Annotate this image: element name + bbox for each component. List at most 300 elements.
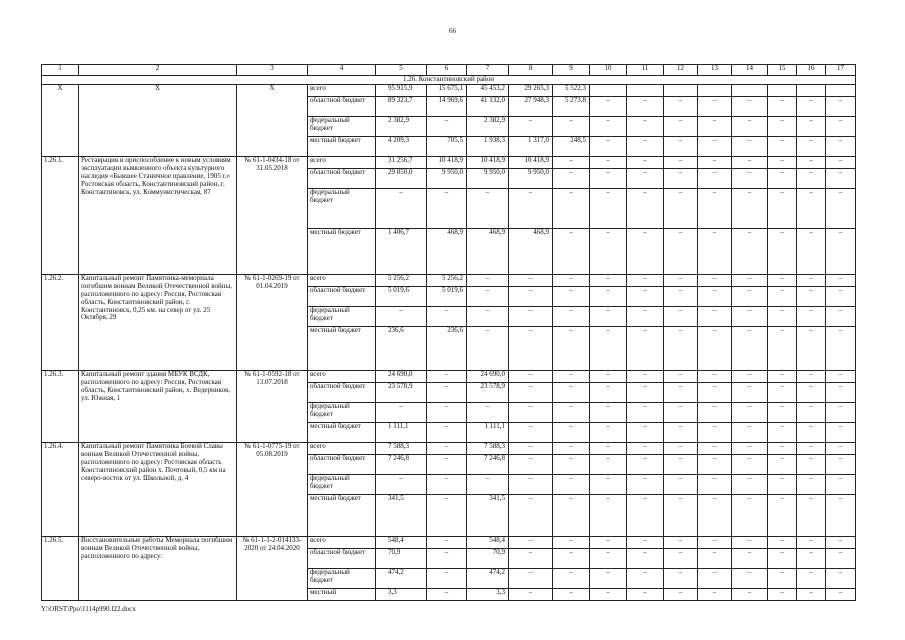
value-cell: –	[768, 370, 797, 382]
value-cell: 45 453,2	[467, 84, 509, 96]
value-cell: –	[698, 536, 732, 548]
district-title: 1.26. Константиновский район	[42, 76, 856, 85]
value-cell: –	[427, 474, 467, 494]
district-header-row	[42, 76, 856, 85]
value-cell: 5 019,6	[376, 286, 427, 306]
value-cell: –	[627, 326, 664, 370]
value-cell: 95 915,9	[376, 84, 427, 96]
value-cell: –	[590, 568, 627, 588]
value-cell: –	[664, 168, 698, 188]
value-cell: –	[627, 274, 664, 286]
value-cell: –	[553, 536, 590, 548]
value-cell: –	[698, 568, 732, 588]
column-number-cell: 16	[797, 65, 826, 76]
value-cell: –	[590, 326, 627, 370]
value-cell: –	[826, 536, 856, 548]
value-cell: 548,4	[467, 536, 509, 548]
value-cell: –	[553, 274, 590, 286]
value-cell: –	[427, 370, 467, 382]
value-cell: –	[768, 286, 797, 306]
value-cell: –	[826, 454, 856, 474]
value-cell: 27 948,3	[509, 96, 553, 116]
value-cell: –	[553, 548, 590, 568]
value-cell: –	[664, 536, 698, 548]
value-cell: –	[732, 274, 768, 286]
value-cell: –	[427, 568, 467, 588]
value-cell: 1 938,3	[467, 136, 509, 156]
value-cell: –	[509, 494, 553, 536]
value-cell: –	[509, 588, 553, 600]
value-cell: –	[509, 382, 553, 402]
value-cell: –	[590, 382, 627, 402]
column-number-cell: 14	[732, 65, 768, 76]
value-cell: –	[698, 454, 732, 474]
value-cell: –	[590, 474, 627, 494]
value-cell: –	[732, 156, 768, 168]
value-cell: –	[826, 422, 856, 442]
value-cell: –	[590, 442, 627, 454]
value-cell: –	[732, 442, 768, 454]
value-cell: –	[732, 326, 768, 370]
column-number-cell: 4	[308, 65, 376, 76]
value-cell: 10 418,9	[509, 156, 553, 168]
value-cell: –	[590, 116, 627, 136]
budget-label: всего	[308, 156, 376, 168]
budget-label: всего	[308, 536, 376, 548]
value-cell: –	[427, 402, 467, 422]
value-cell: 9 950,0	[467, 168, 509, 188]
object-name: Восстановительные работы Мемориала погибшим воинам Великой Отечественной войны, расположенного по адресу:	[79, 536, 237, 600]
value-cell: –	[698, 494, 732, 536]
budget-label: областной бюджет	[308, 96, 376, 116]
value-cell: –	[627, 156, 664, 168]
column-number-cell: 15	[768, 65, 797, 76]
value-cell: –	[427, 306, 467, 326]
value-cell: –	[768, 402, 797, 422]
value-cell: –	[698, 422, 732, 442]
item-code: 1.26.3.	[42, 370, 79, 442]
value-cell: –	[698, 474, 732, 494]
value-cell: 89 323,7	[376, 96, 427, 116]
value-cell: –	[553, 286, 590, 306]
value-cell: –	[797, 286, 826, 306]
value-cell: –	[698, 588, 732, 600]
value-cell: –	[553, 454, 590, 474]
value-cell: –	[698, 96, 732, 116]
budget-label: местный	[308, 588, 376, 600]
value-cell: 5 256,2	[376, 274, 427, 286]
budget-label: областной бюджет	[308, 168, 376, 188]
value-cell: –	[590, 454, 627, 474]
budget-label: федеральный бюджет	[308, 116, 376, 136]
value-cell: 10 418,9	[467, 156, 509, 168]
value-cell: –	[732, 588, 768, 600]
value-cell: –	[664, 474, 698, 494]
object-name: Капитальный ремонт Памятника-мемориала погибшим воинам Великой Отечественной войны, расположенного по адресу: Россия, Ростовская область, Константиновский район, г. Константиновск, 0,25 км. на север от ул. 25 Октября, 29	[79, 274, 237, 370]
value-cell: –	[732, 382, 768, 402]
value-cell: 41 132,0	[467, 96, 509, 116]
value-cell: –	[467, 402, 509, 422]
value-cell: –	[826, 548, 856, 568]
table-row	[42, 274, 856, 286]
item-code: 1.26.1.	[42, 156, 79, 274]
value-cell: –	[698, 188, 732, 228]
value-cell: –	[509, 274, 553, 286]
value-cell: 705,5	[427, 136, 467, 156]
value-cell: –	[797, 536, 826, 548]
value-cell: –	[590, 274, 627, 286]
value-cell: –	[826, 326, 856, 370]
value-cell: –	[590, 168, 627, 188]
value-cell: –	[427, 442, 467, 454]
value-cell: –	[553, 474, 590, 494]
value-cell: 31 256,7	[376, 156, 427, 168]
value-cell: –	[664, 454, 698, 474]
value-cell: –	[627, 228, 664, 274]
column-number-cell: 13	[698, 65, 732, 76]
value-cell: –	[590, 306, 627, 326]
value-cell: –	[590, 422, 627, 442]
value-cell: –	[797, 326, 826, 370]
value-cell: –	[797, 168, 826, 188]
value-cell: –	[698, 136, 732, 156]
column-number-cell: 12	[664, 65, 698, 76]
value-cell: –	[664, 306, 698, 326]
value-cell: –	[427, 382, 467, 402]
value-cell: –	[467, 274, 509, 286]
value-cell: 24 690,0	[376, 370, 427, 382]
value-cell: –	[553, 422, 590, 442]
value-cell: 9 950,0	[509, 168, 553, 188]
value-cell: –	[509, 286, 553, 306]
value-cell: –	[698, 116, 732, 136]
value-cell: 474,2	[467, 568, 509, 588]
value-cell: –	[509, 568, 553, 588]
value-cell: 468,9	[427, 228, 467, 274]
value-cell	[826, 84, 856, 96]
value-cell: 474,2	[376, 568, 427, 588]
value-cell: –	[553, 442, 590, 454]
value-cell: –	[627, 402, 664, 422]
value-cell: –	[826, 306, 856, 326]
object-name: Капитальный ремонт Памятника Боевой Славы воинам Великой Отечественной войны, расположенного по адресу: Ростовская область Константиновский район х. Почтовый, 0,5 км на северо-восток от ул. Школьной, д. 4	[79, 442, 237, 536]
value-cell: –	[664, 568, 698, 588]
value-cell: –	[627, 306, 664, 326]
value-cell: –	[768, 188, 797, 228]
value-cell: –	[664, 136, 698, 156]
value-cell: –	[590, 228, 627, 274]
value-cell: –	[553, 156, 590, 168]
value-cell: –	[826, 228, 856, 274]
value-cell: –	[826, 474, 856, 494]
value-cell: –	[768, 494, 797, 536]
value-cell: –	[427, 116, 467, 136]
value-cell: –	[664, 382, 698, 402]
value-cell: –	[768, 474, 797, 494]
value-cell: –	[590, 548, 627, 568]
value-cell: –	[826, 188, 856, 228]
item-code: 1.26.4.	[42, 442, 79, 536]
budget-label: местный бюджет	[308, 494, 376, 536]
value-cell: –	[553, 402, 590, 422]
value-cell: –	[509, 454, 553, 474]
value-cell: –	[698, 286, 732, 306]
value-cell: –	[826, 568, 856, 588]
value-cell	[627, 84, 664, 96]
value-cell: –	[627, 588, 664, 600]
value-cell: –	[797, 228, 826, 274]
value-cell	[664, 84, 698, 96]
value-cell: –	[467, 474, 509, 494]
value-cell: –	[698, 402, 732, 422]
document-ref: № 61-1-0269-19 от 01.04.2019	[237, 274, 308, 370]
value-cell: –	[664, 370, 698, 382]
value-cell: –	[627, 168, 664, 188]
value-cell: 1 111,1	[467, 422, 509, 442]
value-cell: –	[797, 588, 826, 600]
budget-label: всего	[308, 274, 376, 286]
value-cell: –	[732, 474, 768, 494]
value-cell: –	[627, 494, 664, 536]
object-name: Капитальный ремонт здания МБУК ВСДК, расположенного по адресу: Россия, Ростовская область, Константиновский район, х. Ведерников, ул. Южная, 1	[79, 370, 237, 442]
value-cell: –	[553, 326, 590, 370]
value-cell: –	[509, 370, 553, 382]
value-cell: 24 690,0	[467, 370, 509, 382]
value-cell: –	[427, 188, 467, 228]
object-name: Реставрация и приспособление к новым условиям эксплуатации выявленного объекта культурного наследия «Бывшее Станичное правление, 1905 г.» Ростовская область, Константиновский район, г. Константиновск, ул. Коммунистическая, 87	[79, 156, 237, 274]
budget-label: областной бюджет	[308, 454, 376, 474]
value-cell: –	[627, 286, 664, 306]
value-cell: 548,4	[376, 536, 427, 548]
value-cell: 5 019,6	[427, 286, 467, 306]
value-cell: –	[664, 286, 698, 306]
value-cell: –	[427, 422, 467, 442]
value-cell: 5 273,8	[553, 96, 590, 116]
value-cell: –	[797, 136, 826, 156]
value-cell: –	[509, 402, 553, 422]
value-cell: 341,5	[376, 494, 427, 536]
value-cell: –	[627, 454, 664, 474]
column-number-cell: 11	[627, 65, 664, 76]
value-cell: 23 578,9	[467, 382, 509, 402]
value-cell: –	[797, 188, 826, 228]
value-cell: 29 850,0	[376, 168, 427, 188]
value-cell: –	[627, 96, 664, 116]
value-cell: 5 522,3	[553, 84, 590, 96]
column-number-cell: 2	[79, 65, 237, 76]
column-number-cell: 1	[42, 65, 79, 76]
value-cell: –	[509, 536, 553, 548]
value-cell: –	[590, 96, 627, 116]
value-cell: –	[732, 402, 768, 422]
document-ref: № 61-1-0434-18 от 31.05.2018	[237, 156, 308, 274]
column-number-cell: 7	[467, 65, 509, 76]
budget-label: федеральный бюджет	[308, 568, 376, 588]
value-cell: 7 246,8	[376, 454, 427, 474]
column-number-cell: 6	[427, 65, 467, 76]
value-cell: –	[732, 370, 768, 382]
value-cell: –	[509, 548, 553, 568]
value-cell: –	[768, 588, 797, 600]
value-cell: –	[553, 228, 590, 274]
budget-label: всего	[308, 370, 376, 382]
value-cell: –	[768, 228, 797, 274]
value-cell: –	[732, 494, 768, 536]
value-cell: –	[732, 422, 768, 442]
value-cell: –	[826, 494, 856, 536]
document-ref: № 61-1-0592-18 от 13.07.2018	[237, 370, 308, 442]
object-name: X	[79, 84, 237, 156]
value-cell: –	[732, 306, 768, 326]
value-cell: –	[427, 548, 467, 568]
table-row	[42, 536, 856, 548]
value-cell: –	[698, 370, 732, 382]
value-cell: –	[427, 536, 467, 548]
value-cell: –	[627, 136, 664, 156]
budget-label: областной бюджет	[308, 382, 376, 402]
budget-label: всего	[308, 442, 376, 454]
document-ref: № 61-1-1-2-014133-2020 от 24.04.2020	[237, 536, 308, 600]
value-cell: –	[797, 474, 826, 494]
value-cell: 70,9	[376, 548, 427, 568]
value-cell: 23 578,9	[376, 382, 427, 402]
value-cell: –	[509, 116, 553, 136]
budget-label: федеральный бюджет	[308, 188, 376, 228]
value-cell: –	[590, 536, 627, 548]
value-cell: –	[664, 422, 698, 442]
value-cell: –	[732, 96, 768, 116]
value-cell: –	[768, 306, 797, 326]
value-cell: –	[797, 274, 826, 286]
value-cell: –	[627, 116, 664, 136]
value-cell: –	[590, 402, 627, 422]
item-code: 1.26.2.	[42, 274, 79, 370]
value-cell: –	[732, 454, 768, 474]
value-cell: –	[732, 116, 768, 136]
column-number-row	[42, 65, 856, 76]
value-cell: –	[698, 156, 732, 168]
budget-label: местный бюджет	[308, 228, 376, 274]
item-code: 1.26.5.	[42, 536, 79, 600]
value-cell: –	[590, 188, 627, 228]
budget-label: местный бюджет	[308, 136, 376, 156]
value-cell: –	[509, 188, 553, 228]
value-cell: –	[509, 442, 553, 454]
value-cell: 10 418,9	[427, 156, 467, 168]
value-cell: 7 588,3	[376, 442, 427, 454]
value-cell: –	[553, 116, 590, 136]
value-cell: –	[627, 548, 664, 568]
document-ref: № 61-1-0775-19 от 05.08.2019	[237, 442, 308, 536]
value-cell: –	[698, 326, 732, 370]
value-cell: –	[826, 402, 856, 422]
value-cell: –	[732, 568, 768, 588]
value-cell: –	[376, 474, 427, 494]
value-cell: –	[797, 382, 826, 402]
value-cell: 2 382,9	[467, 116, 509, 136]
value-cell: –	[826, 286, 856, 306]
value-cell: –	[698, 548, 732, 568]
value-cell: –	[509, 326, 553, 370]
value-cell: –	[664, 116, 698, 136]
value-cell: –	[768, 326, 797, 370]
value-cell: –	[664, 96, 698, 116]
value-cell: –	[826, 370, 856, 382]
page-number: 66	[449, 27, 456, 35]
value-cell	[797, 84, 826, 96]
budget-label: федеральный бюджет	[308, 402, 376, 422]
value-cell: –	[797, 370, 826, 382]
column-number-cell: 17	[826, 65, 856, 76]
value-cell: 236,6	[376, 326, 427, 370]
value-cell: –	[627, 568, 664, 588]
value-cell: –	[553, 370, 590, 382]
value-cell: –	[590, 370, 627, 382]
budget-label: всего	[308, 84, 376, 96]
value-cell: –	[553, 382, 590, 402]
value-cell: –	[797, 156, 826, 168]
value-cell: –	[627, 442, 664, 454]
value-cell: –	[427, 588, 467, 600]
value-cell: –	[797, 454, 826, 474]
value-cell: –	[797, 422, 826, 442]
value-cell: –	[768, 454, 797, 474]
value-cell: 468,9	[467, 228, 509, 274]
value-cell: 1 111,1	[376, 422, 427, 442]
budget-label: местный бюджет	[308, 422, 376, 442]
budget-label: местный бюджет	[308, 326, 376, 370]
value-cell: –	[664, 442, 698, 454]
value-cell: 341,5	[467, 494, 509, 536]
value-cell: 14 969,6	[427, 96, 467, 116]
value-cell	[698, 84, 732, 96]
value-cell	[732, 84, 768, 96]
value-cell: –	[664, 548, 698, 568]
value-cell: –	[826, 156, 856, 168]
value-cell: –	[376, 306, 427, 326]
value-cell: –	[768, 548, 797, 568]
value-cell: –	[732, 136, 768, 156]
value-cell: –	[376, 402, 427, 422]
value-cell: –	[826, 116, 856, 136]
value-cell: –	[664, 588, 698, 600]
value-cell: –	[768, 156, 797, 168]
value-cell: –	[553, 588, 590, 600]
value-cell: –	[467, 326, 509, 370]
value-cell: –	[627, 382, 664, 402]
value-cell: 3,3	[376, 588, 427, 600]
column-number-cell: 9	[553, 65, 590, 76]
footer-file-path: Y:\ORST\Ppo\1114p990.f22.docx	[41, 605, 136, 613]
value-cell: 7 246,8	[467, 454, 509, 474]
value-cell: –	[553, 306, 590, 326]
value-cell: –	[768, 136, 797, 156]
value-cell: –	[376, 188, 427, 228]
value-cell: –	[797, 306, 826, 326]
value-cell: –	[826, 274, 856, 286]
value-cell: –	[698, 442, 732, 454]
value-cell: –	[797, 494, 826, 536]
value-cell: –	[826, 588, 856, 600]
value-cell: –	[664, 402, 698, 422]
value-cell: –	[797, 96, 826, 116]
value-cell: 70,9	[467, 548, 509, 568]
value-cell: –	[467, 188, 509, 228]
document-ref: X	[237, 84, 308, 156]
value-cell: –	[732, 536, 768, 548]
value-cell: –	[553, 188, 590, 228]
value-cell: –	[664, 494, 698, 536]
